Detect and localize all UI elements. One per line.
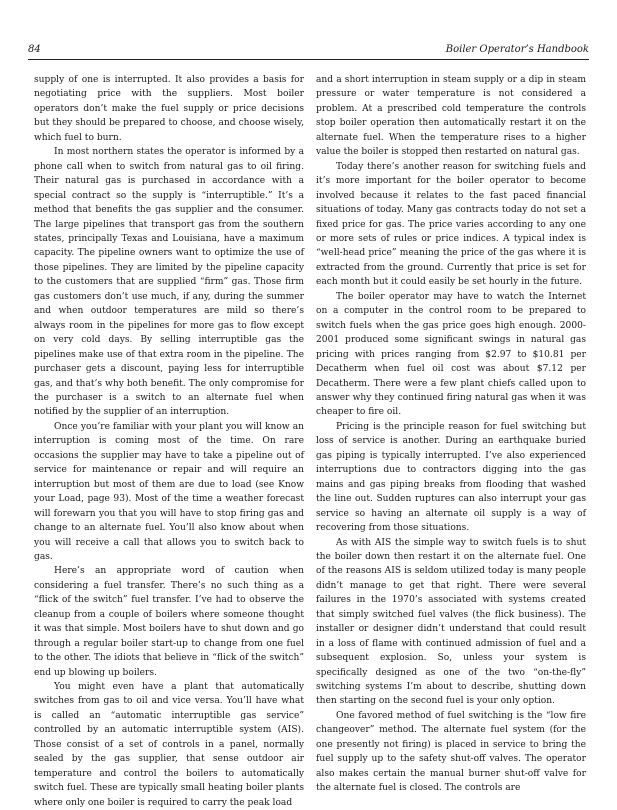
page-header: [28, 44, 589, 60]
left-column: [34, 73, 304, 810]
paragraph: Pricing is the principle reason for fuel switching but loss of service is another. During an earthquake buried gas piping is typically interrupted. I’ve also experienced interruptions due to contractors digging into the gas mains and gas piping breaks from flooding that washed the line out. Sudden ruptures can also interrupt your gas service so having an alternate oil supply is a way of recovering from those situations.: [316, 421, 586, 534]
paragraph: Once you’re familiar with your plant you will know an interruption is coming most of the time. On rare occasions the supplier may have to take a pipeline out of service for maintenance or repair and will require an interruption but most of them are due to load (see Know your Load, page 93). Most of the time a weather forecast will forewarn you that you will have to stop firing gas and change to an alternate fuel. You’ll also know about when you will receive a call that allows you to switch back to gas.: [34, 421, 304, 562]
page-number: 84: [28, 44, 41, 55]
running-title: Boiler Operator’s Handbook: [445, 44, 589, 55]
paragraph: You might even have a plant that automatically switches from gas to oil and vice versa. You’ll have what is called an “automatic interruptible gas service” controlled by an automatic interruptible system (AIS). Those consist of a set of controls in a panel, normally sealed by the gas supplier, that sense outdoor air temperature and control the boilers to automatically switch fuel. These are typically small heating boiler plants where only one boiler is required to carry the peak load: [34, 682, 304, 808]
paragraph: and a short interruption in steam supply or a dip in steam pressure or water temperature is not considered a problem. At a prescribed cold temperature the controls stop boiler operation then automatically restart it on the alternate fuel. When the temperature rises to a higher value the boiler is stopped then restarted on natural gas.: [316, 75, 586, 158]
paragraph: Here’s an appropriate word of caution when considering a fuel transfer. There’s no such thing as a “flick of the switch” fuel transfer. I’ve had to observe the cleanup from a couple of boilers where someone thought it was that simple. Most boilers have to shut down and go through a regular boiler start-up to change from one fuel to the other. The idiots that believe in “flick of the switch” end up blowing up boilers.: [34, 566, 304, 678]
header-rule: [28, 59, 589, 60]
paragraph: supply of one is interrupted. It also provides a basis for negotiating price with the suppliers. Most boiler operators don’t make the fuel supply or price decisions but they should be prepared to choose, and choose wisely, which fuel to burn.: [34, 75, 304, 143]
paragraph: The boiler operator may have to watch the Internet on a computer in the control room to be prepared to switch fuels when the gas price goes high enough. 2000-2001 produced some significant swings in natural gas pricing with prices ranging from $2.97 to $10.81 per Decatherm when fuel oil cost was about $7.12 per Decatherm. There were a few plant chiefs called upon to answer why they continued firing natural gas when it was cheaper to fire oil.: [316, 291, 586, 418]
paragraph: As with AIS the simple way to switch fuels is to shut the boiler down then restart it on the alternate fuel. One of the reasons AIS is seldom utilized today is many people didn’t manage to get that right. There were several failures in the 1970’s associated with systems created that simply switched fuel valves (the flick business). The installer or designer didn’t understand that could result in a loss of flame with continued admission of fuel and a subsequent explosion. So, unless your system is specifically designed as one of the two “on-the-fly” switching systems I’m about to describe, shutting down then starting on the second fuel is your only option.: [316, 537, 586, 707]
paragraph: Today there’s another reason for switching fuels and it’s more important for the boiler operator to become involved because it relates to the fast paced financial situations of today. Many gas contracts today do not set a fixed price for gas. The price varies according to any one or more sets of rules or price indices. A typical index is “well-head price” meaning the price of the gas where it is extracted from the ground. Currently that price is set for each month but it could easily be set hourly in the future.: [316, 161, 586, 288]
paragraph: One favored method of fuel switching is the “low fire changeover” method. The alternate fuel system (for the one presently not firing) is placed in service to bring the fuel supply up to the safety shut-off valves. The operator also makes certain the manual burner shut-off valve for the alternate fuel is closed. The controls are: [316, 710, 586, 794]
paragraph: In most northern states the operator is informed by a phone call when to switch from natural gas to oil firing. Their natural gas is purchased in accordance with a special contract so the supply is “interruptible.” It’s a method that benefits the gas supplier and the consumer. The large pipelines that transport gas from the southern states, principally Texas and Louisiana, have a maximum capacity. The pipeline owners want to optimize the use of those pipelines. They are limited by the pipeline capacity to the customers that are supplied “firm” gas. Those firm gas customers don’t use much, if any, during the summer and when outdoor temperatures are mild so there’s always room in the pipelines for more gas to flow except on very cold days. By selling interruptible gas the pipelines make use of that extra room in the pipeline. The purchaser gets a discount, paying less for interruptible gas, and that’s why both benefit. The only compromise for the purchaser is a switch to an alternate fuel when notified by the supplier of an interruption.: [34, 147, 304, 418]
right-column: [316, 73, 586, 796]
